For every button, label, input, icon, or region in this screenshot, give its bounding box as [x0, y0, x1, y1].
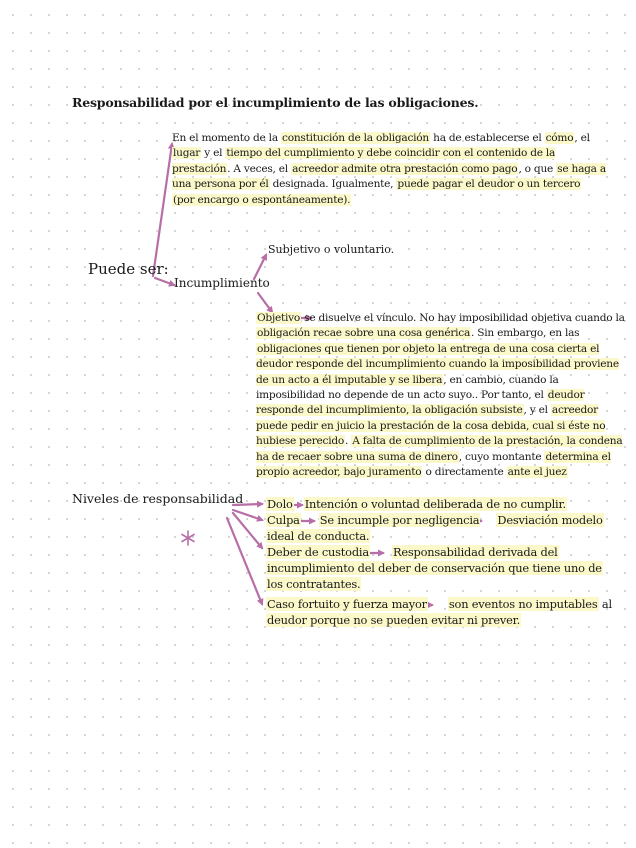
puede-ser-label: Puede ser: [88, 260, 169, 278]
niveles-title: Niveles de responsabilidad [72, 491, 244, 506]
dolo-term: Dolo [267, 497, 293, 511]
caso-def: son eventos no imputables [448, 597, 598, 611]
custodia-def: Responsabilidad derivada del [392, 545, 558, 559]
page-title: Responsabilidad por el incumplimiento de las obligaciones. [72, 95, 479, 110]
arrow-to-objetivo [258, 293, 272, 312]
arrow-to-intro [153, 144, 172, 276]
dolo-def: Intención o voluntad deliberada de no cumplir. [304, 497, 566, 511]
arrow-to-caso [227, 518, 262, 604]
nivel-custodia-cont2: los contratantes. [267, 577, 361, 591]
caso-term: Caso fortuito y fuerza mayor [267, 597, 427, 611]
culpa-def: Se incumple por negligencia [319, 513, 480, 527]
nivel-culpa [266, 512, 604, 528]
incumplimiento-label: Incumplimiento [174, 276, 270, 290]
culpa-def2: Desviación modelo [497, 513, 603, 527]
nivel-caso-cont: deudor porque no se pueden evitar ni prever. [267, 613, 521, 627]
objetivo-paragraph: Objetivo se disuelve el vínculo. No hay imposibilidad objetiva cuando la obligación recae sobre una cosa genérica. Sin embargo, en las obligaciones que tienen por objeto la entrega de una cosa cierta el deudor responde del incumplimiento cuando la imposibilidad proviene de un acto a él imputable y se libera, en cambio, cuando la imposibilidad no depende de un acto suyo.. Por tanto, el deudor responde del incumplimiento, la obligación subsiste, y el acreedor puede pedir en juicio la prestación de la cosa debida, cual si éste no hubiese perecido. A falta de cumplimiento de la prestación, la condena ha de recaer sobre una suma de dinero, cuyo montante determina el propio acreedor, bajo juramento o directamente ante el juez [256, 312, 625, 479]
arrow-to-incumplimiento [155, 278, 174, 285]
star-icon [176, 526, 200, 550]
nivel-custodia [266, 544, 559, 560]
culpa-term: Culpa [267, 513, 300, 527]
intro-paragraph: En el momento de la constitución de la obligación ha de establecerse el cómo, el lugar y el tiempo del cumplimiento y debe coincidir con el contenido de la prestación. A veces, el acreedor admite otra prestación como pago, o que se haga a una persona por él designada. Igualmente, puede pagar el deudor o un tercero (por encargo o espontáneamente). [172, 132, 606, 206]
nivel-caso: Caso fortuito y fuerza mayor son eventos no imputables al [267, 597, 612, 611]
subjetivo-label: Subjetivo o voluntario. [268, 243, 395, 256]
custodia-term: Deber de custodia [267, 545, 369, 559]
nivel-dolo [266, 496, 567, 512]
nivel-culpa-cont: ideal de conducta. [267, 529, 370, 543]
nivel-custodia-cont: incumplimiento del deber de conservación que tiene uno de [267, 561, 602, 575]
